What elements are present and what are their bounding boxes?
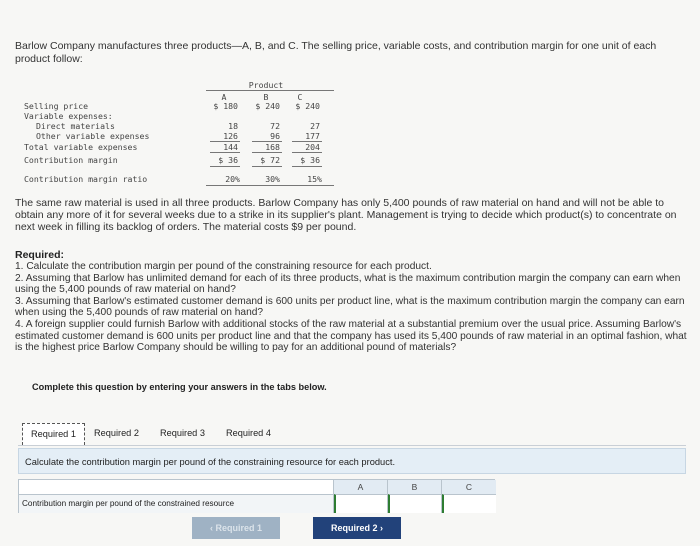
selling-price-a: $ 180 <box>213 101 238 111</box>
tab-required-2[interactable]: Required 2 <box>94 428 139 438</box>
other-variable-a: 126 <box>223 131 238 141</box>
row-label-total-variable: Total variable expenses <box>24 142 138 152</box>
required-item-3: 3. Assuming that Barlow's estimated customer demand is 600 units per product line, what is the maximum contribution margin the company can earn when using the 5,400 pounds of raw material on hand? <box>15 295 685 319</box>
problem-paragraph: The same raw material is used in all three products. Barlow Company has only 5,400 pounds of raw material on hand and will not be able to obtain any more of it for several weeks due to a strike in its supplier's plant. Management is trying to decide which product(s) to concentrate on next week in filling its backlog of orders. The material costs $9 per pound. <box>15 197 677 233</box>
contribution-margin-c: $ 36 <box>300 155 320 165</box>
problem-intro: Barlow Company manufactures three products—A, B, and C. The selling price, variable costs, and contribution margin for one unit of each product follow: <box>15 40 657 65</box>
required-item-4: 4. A foreign supplier could furnish Barlow with additional stocks of the raw material at a substantial premium over the usual price. Assuming Barlow's estimated customer demand is 600 units per product line and that the company has used its 5,400 pounds of raw material in an optimal fashion, what is the highest price Barlow Company should be willing to pay for an additional pound of materials? <box>15 318 687 354</box>
column-header-a: A <box>221 92 227 102</box>
row-label-other-variable: Other variable expenses <box>36 131 150 141</box>
total-variable-a: 144 <box>223 142 238 152</box>
answer-col-c: C <box>442 480 496 494</box>
tab-required-4[interactable]: Required 4 <box>226 428 271 438</box>
row-label-direct-materials: Direct materials <box>36 121 115 131</box>
column-header-b: B <box>263 92 269 102</box>
required-heading: Required: <box>15 249 65 261</box>
required-item-2: 2. Assuming that Barlow has unlimited demand for each of its three products, what is the maximum contribution margin the company can earn when using the 5,400 pounds of raw material on hand? <box>15 272 681 296</box>
answer-input-b[interactable] <box>388 494 442 513</box>
row-label-cm-ratio: Contribution margin ratio <box>24 174 148 184</box>
contribution-margin-b: $ 72 <box>260 155 280 165</box>
other-variable-b: 96 <box>270 131 280 141</box>
answer-col-a: A <box>334 480 388 494</box>
answer-col-b: B <box>388 480 442 494</box>
tab-instruction: Calculate the contribution margin per pound of the constraining resource for each product. <box>18 448 686 474</box>
total-variable-b: 168 <box>265 142 280 152</box>
direct-materials-b: 72 <box>270 121 280 131</box>
prev-required-button[interactable]: ‹ Required 1 <box>192 517 280 539</box>
required-item-1: 1. Calculate the contribution margin per pound of the constraining resource for each product. <box>15 261 432 272</box>
row-label-variable-expenses: Variable expenses: <box>24 111 113 121</box>
answer-row-label: Contribution margin per pound of the constrained resource <box>19 494 334 513</box>
answer-input-c[interactable] <box>442 494 496 513</box>
required-tabs <box>18 418 686 446</box>
instructions-tip: Complete this question by entering your answers in the tabs below. <box>32 382 327 392</box>
column-header-c: C <box>297 92 303 102</box>
required-list <box>15 261 687 354</box>
next-required-button[interactable]: Required 2 › <box>313 517 401 539</box>
contribution-margin-a: $ 36 <box>218 155 238 165</box>
selling-price-b: $ 240 <box>255 101 280 111</box>
cm-ratio-a: 20% <box>225 174 240 184</box>
cm-ratio-c: 15% <box>307 174 322 184</box>
cm-ratio-b: 30% <box>265 174 280 184</box>
answer-table <box>18 479 495 513</box>
direct-materials-a: 18 <box>228 121 238 131</box>
row-label-selling-price: Selling price <box>24 101 89 111</box>
product-group-header: Product <box>248 80 284 90</box>
total-variable-c: 204 <box>305 142 320 152</box>
tab-required-3[interactable]: Required 3 <box>160 428 205 438</box>
selling-price-c: $ 240 <box>295 101 320 111</box>
tab-required-1[interactable]: Required 1 <box>22 423 85 445</box>
direct-materials-c: 27 <box>310 121 320 131</box>
answer-input-a[interactable] <box>334 494 388 513</box>
other-variable-c: 177 <box>305 131 320 141</box>
row-label-contribution-margin: Contribution margin <box>24 155 118 165</box>
